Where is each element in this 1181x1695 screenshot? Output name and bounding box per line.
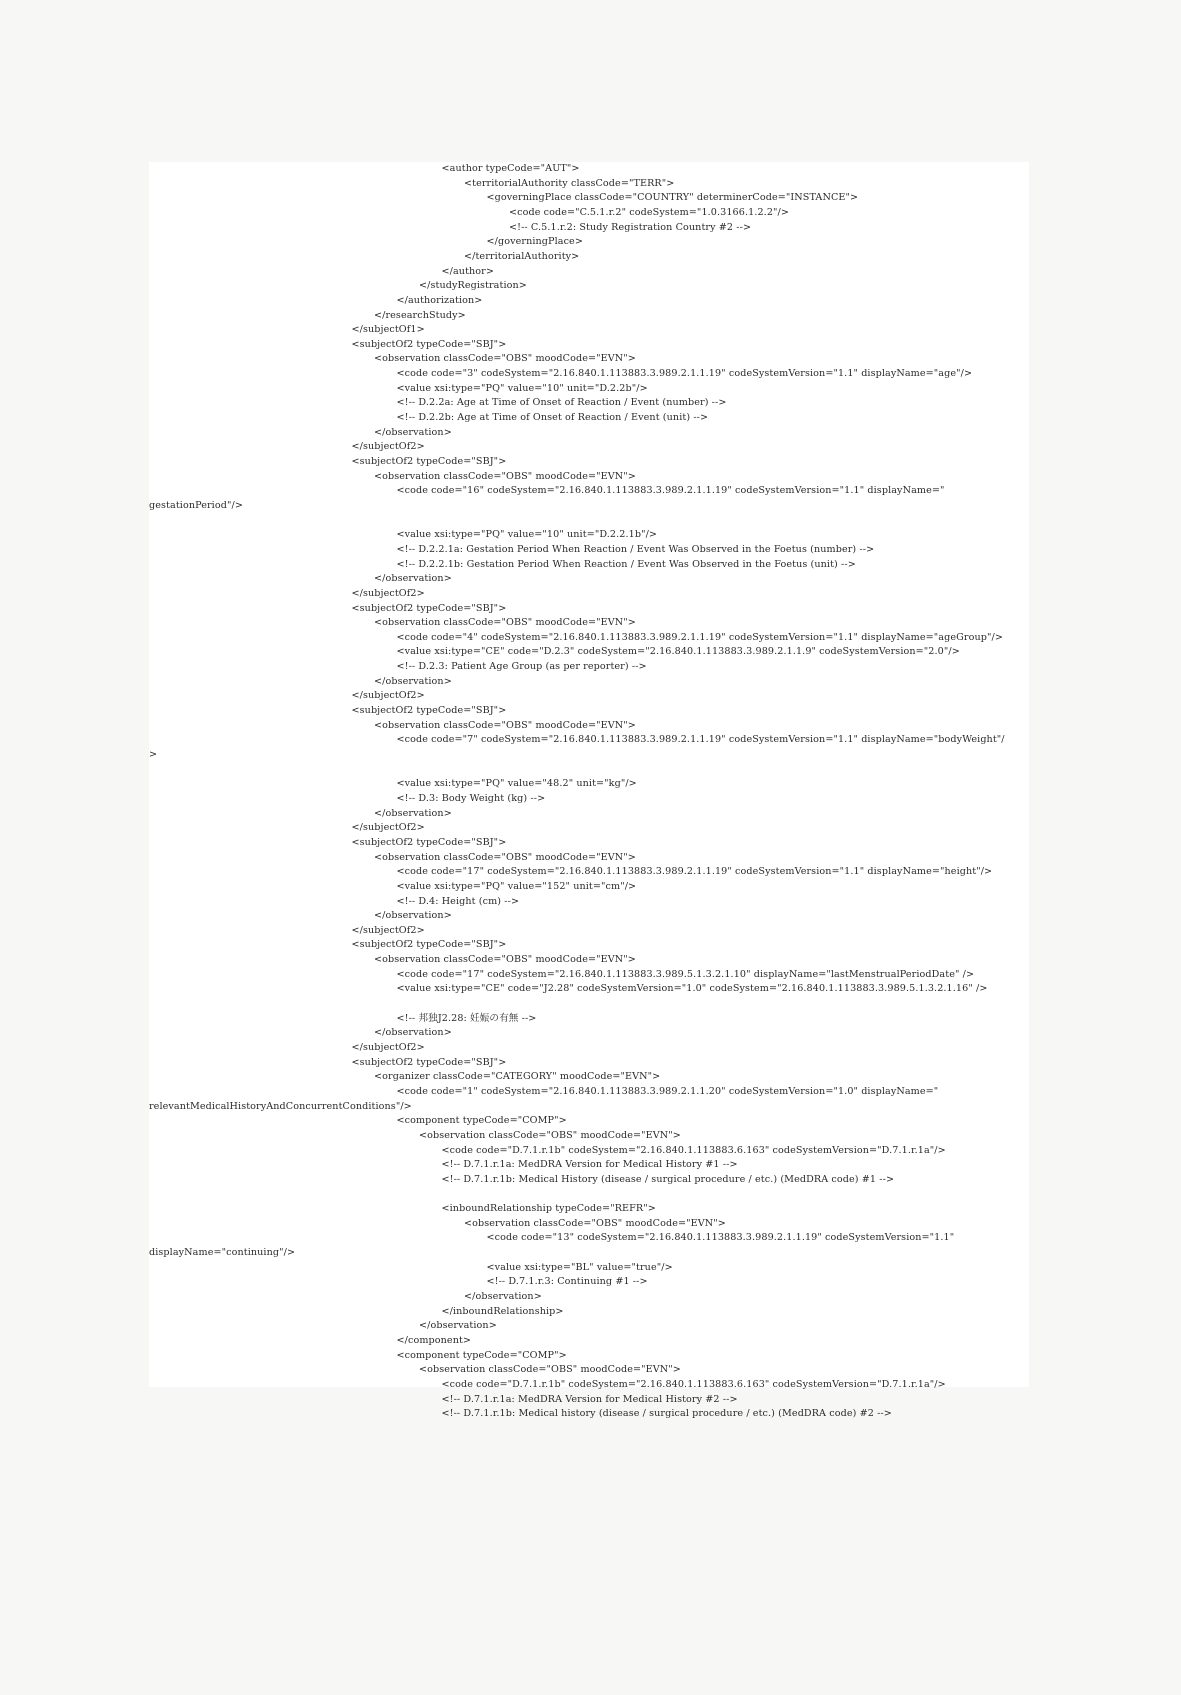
code-line: </subjectOf2> — [351, 924, 425, 936]
code-line: <organizer classCode="CATEGORY" moodCode="EVN"> — [374, 1071, 661, 1083]
code-line: </observation> — [374, 675, 452, 687]
code-line: </subjectOf1> — [351, 324, 425, 336]
code-line: </observation> — [374, 426, 452, 438]
code-line: <!-- D.7.1.r.3: Continuing #1 --> — [486, 1276, 648, 1288]
code-line: </observation> — [374, 910, 452, 922]
code-line: gestationPeriod"/> — [149, 499, 243, 511]
code-line: <code code="7" codeSystem="2.16.840.1.113883.3.989.2.1.1.19" codeSystemVersion="1.1" displayName="bodyWeight"/ — [396, 734, 1005, 746]
code-line: <value xsi:type="CE" code="J2.28" codeSystemVersion="1.0" codeSystem="2.16.840.1.113883.3.989.5.1.3.2.1.16" /> — [396, 983, 988, 995]
code-line: </subjectOf2> — [351, 690, 425, 702]
code-line: </observation> — [464, 1291, 542, 1303]
code-line: <!-- D.7.1.r.1a: MedDRA Version for Medical History #1 --> — [441, 1159, 738, 1171]
code-line: <component typeCode="COMP"> — [396, 1115, 567, 1127]
code-line: </subjectOf2> — [351, 822, 425, 834]
code-line: relevantMedicalHistoryAndConcurrentConditions"/> — [149, 1100, 412, 1112]
code-line: <subjectOf2 typeCode="SBJ"> — [351, 836, 507, 848]
code-line: <subjectOf2 typeCode="SBJ"> — [351, 705, 507, 717]
code-line: </authorization> — [396, 294, 483, 306]
code-line: <!-- D.7.1.r.1b: Medical History (disease / surgical procedure / etc.) (MedDRA code) #1 --> — [441, 1173, 895, 1185]
code-line: <observation classCode="OBS" moodCode="EVN"> — [374, 719, 636, 731]
code-line: <!-- D.2.2b: Age at Time of Onset of Reaction / Event (unit) --> — [396, 412, 709, 424]
code-line: > — [149, 749, 158, 760]
code-line: <code code="16" codeSystem="2.16.840.1.113883.3.989.2.1.1.19" codeSystemVersion="1.1" displayName=" — [396, 485, 945, 497]
code-line: </observation> — [374, 1027, 452, 1039]
code-line: <observation classCode="OBS" moodCode="EVN"> — [374, 617, 636, 629]
code-line: <component typeCode="COMP"> — [396, 1349, 567, 1361]
code-line: <!-- D.2.2a: Age at Time of Onset of Reaction / Event (number) --> — [396, 397, 727, 409]
code-line: </observation> — [374, 807, 452, 819]
code-line: </component> — [396, 1335, 472, 1346]
code-line: <subjectOf2 typeCode="SBJ"> — [351, 338, 507, 350]
code-line: <value xsi:type="PQ" value="152" unit="cm"/> — [396, 880, 637, 892]
code-line: </subjectOf2> — [351, 587, 425, 599]
code-line: <author typeCode="AUT"> — [441, 163, 580, 174]
code-line: </observation> — [419, 1320, 497, 1332]
code-line: <code code="4" codeSystem="2.16.840.1.113883.3.989.2.1.1.19" codeSystemVersion="1.1" displayName="ageGroup"/> — [396, 631, 1003, 643]
code-line: </subjectOf2> — [351, 441, 425, 453]
code-line: </studyRegistration> — [419, 280, 527, 292]
code-line: <value xsi:type="PQ" value="10" unit="D.2.2.1b"/> — [396, 529, 658, 541]
code-line: </subjectOf2> — [351, 1042, 425, 1053]
code-line: <subjectOf2 typeCode="SBJ"> — [351, 1056, 507, 1068]
code-line: <code code="3" codeSystem="2.16.840.1.113883.3.989.2.1.1.19" codeSystemVersion="1.1" displayName="age"/> — [396, 368, 973, 380]
code-line: </observation> — [374, 573, 452, 585]
code-line: </territorialAuthority> — [464, 250, 580, 262]
code-line: <code code="13" codeSystem="2.16.840.1.113883.3.989.2.1.1.19" codeSystemVersion="1.1" — [486, 1232, 955, 1244]
code-line: <inboundRelationship typeCode="REFR"> — [441, 1203, 656, 1215]
code-line: displayName="continuing"/> — [149, 1247, 296, 1259]
code-line: <!-- D.7.1.r.1a: MedDRA Version for Medical History #2 --> — [441, 1393, 738, 1405]
code-line: <code code="D.7.1.r.1b" codeSystem="2.16.840.1.113883.6.163" codeSystemVersion="D.7.1.r.1a"/> — [441, 1144, 946, 1156]
code-line: <!-- D.4: Height (cm) --> — [396, 895, 520, 907]
code-line: <code code="C.5.1.r.2" codeSystem="1.0.3166.1.2.2"/> — [509, 206, 790, 218]
code-line: <subjectOf2 typeCode="SBJ"> — [351, 456, 507, 467]
code-line: <!-- D.2.2.1b: Gestation Period When Reaction / Event Was Observed in the Foetus (unit) --> — [396, 558, 856, 570]
code-line: <!-- D.3: Body Weight (kg) --> — [396, 792, 546, 804]
code-line: <observation classCode="OBS" moodCode="EVN"> — [374, 954, 636, 966]
code-line: <territorialAuthority classCode="TERR"> — [464, 177, 675, 189]
code-line: <value xsi:type="PQ" value="48.2" unit="kg"/> — [396, 778, 637, 790]
code-line: <code code="D.7.1.r.1b" codeSystem="2.16.840.1.113883.6.163" codeSystemVersion="D.7.1.r.1a"/> — [441, 1378, 946, 1390]
code-line: </researchStudy> — [374, 309, 466, 321]
code-line: <subjectOf2 typeCode="SBJ"> — [351, 602, 507, 614]
code-line: <code code="1" codeSystem="2.16.840.1.113883.3.989.2.1.1.20" codeSystemVersion="1.0" displayName=" — [396, 1085, 939, 1097]
xml-code-listing — [149, 162, 1029, 1420]
code-line: <observation classCode="OBS" moodCode="EVN"> — [419, 1129, 681, 1141]
code-line: </governingPlace> — [486, 236, 583, 248]
code-line: <code code="17" codeSystem="2.16.840.1.113883.3.989.2.1.1.19" codeSystemVersion="1.1" displayName="height"/> — [396, 866, 993, 878]
code-line: <!-- 邦独J2.28: 妊娠の有無 --> — [396, 1012, 537, 1024]
code-line: <observation classCode="OBS" moodCode="EVN"> — [374, 470, 636, 482]
code-line: </author> — [441, 265, 495, 277]
code-line: <observation classCode="OBS" moodCode="EVN"> — [374, 353, 636, 365]
code-line: <!-- D.2.3: Patient Age Group (as per reporter) --> — [396, 661, 647, 673]
code-line: <observation classCode="OBS" moodCode="EVN"> — [419, 1364, 681, 1376]
code-line: <!-- D.7.1.r.1b: Medical history (disease / surgical procedure / etc.) (MedDRA code) #2 --> — [441, 1408, 892, 1420]
code-line: <subjectOf2 typeCode="SBJ"> — [351, 939, 507, 951]
code-line: <governingPlace classCode="COUNTRY" determinerCode="INSTANCE"> — [486, 192, 859, 204]
code-line: <code code="17" codeSystem="2.16.840.1.113883.3.989.5.1.3.2.1.10" displayName="lastMenstrualPeriodDate" /> — [396, 968, 975, 980]
code-line: <observation classCode="OBS" moodCode="EVN"> — [464, 1217, 726, 1229]
code-line: </inboundRelationship> — [441, 1305, 564, 1317]
code-line: <observation classCode="OBS" moodCode="EVN"> — [374, 851, 636, 863]
code-line: <!-- D.2.2.1a: Gestation Period When Reaction / Event Was Observed in the Foetus (number) --> — [396, 543, 875, 555]
code-line: <!-- C.5.1.r.2: Study Registration Country #2 --> — [509, 221, 752, 233]
code-line: <value xsi:type="CE" code="D.2.3" codeSystem="2.16.840.1.113883.3.989.2.1.1.9" codeSystemVersion="2.0"/> — [396, 646, 960, 658]
code-line: <value xsi:type="PQ" value="10" unit="D.2.2b"/> — [396, 382, 648, 394]
code-line: <value xsi:type="BL" value="true"/> — [486, 1261, 673, 1273]
